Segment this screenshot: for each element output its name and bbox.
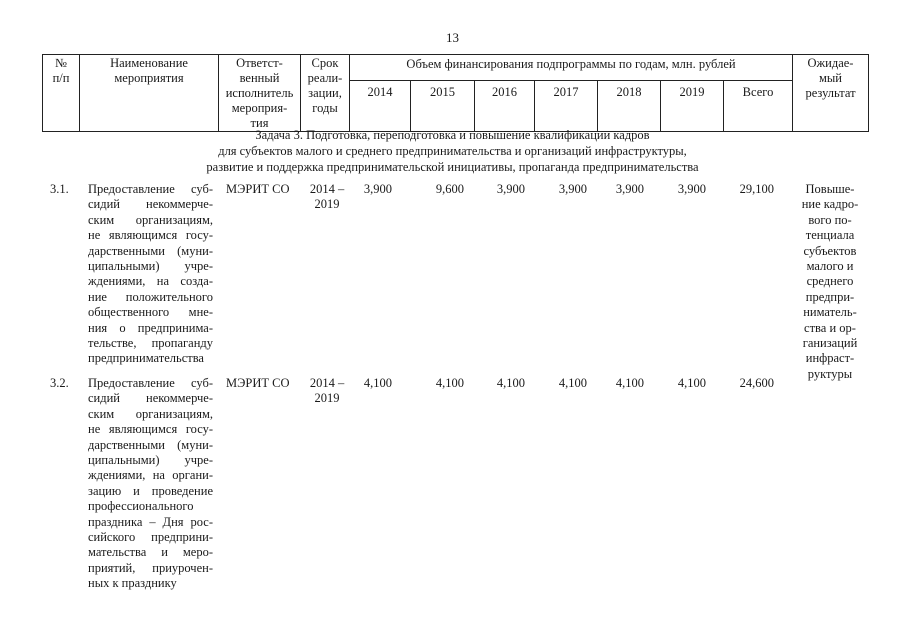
header-year: 2015	[430, 85, 455, 99]
header-year: 2017	[553, 85, 579, 99]
row-value-2014: 3,900	[363, 182, 392, 196]
row-name: Предоставление суб- сидий некоммерче- ским организациям, не являющимся госу- дарственными (муни- ципальными) учре- ждениями, на органи- зацию и проведение профессионального праздника – Дня рос- сийского предприни- мательства и меро- приятий, приурочен- ных к празднику	[88, 376, 213, 591]
header-total: Всего	[742, 85, 774, 99]
page-number: 13	[446, 30, 459, 45]
row-value-2018: 4,100	[615, 376, 644, 390]
header-col-num: № п/п	[52, 56, 70, 85]
row-value-2018: 3,900	[615, 182, 644, 196]
row-value-2017: 3,900	[558, 182, 587, 196]
header-year: 2018	[616, 85, 642, 99]
row-number: 3.2.	[50, 376, 69, 390]
task-title: Задача 3. Подготовка, переподготовка и повышение квалификации кадров для субъектов малого и среднего предпринимательства и организаций инфраструктуры, развитие и поддержка предпринимательской инициативы, пропаганда предпринимательства	[206, 128, 699, 174]
table-header	[42, 54, 869, 132]
row-value-2019: 3,900	[677, 182, 706, 196]
row-value-2019: 4,100	[677, 376, 706, 390]
row-executor: МЭРИТ СО	[226, 376, 290, 390]
row-executor: МЭРИТ СО	[226, 182, 290, 196]
row-value-2014: 4,100	[363, 376, 392, 390]
row-value-2015: 9,600	[435, 182, 464, 196]
row-name: Предоставление суб- сидий некоммерче- ским организациям, не являющимся госу- дарственными (муни- ципальными) учре- ждениями, на созда- ние положительного общественного мне- ния о предпринима- тельстве, пропаганду предпринимательства	[88, 182, 213, 366]
header-col-result: Ожидае- мый результат	[805, 56, 856, 100]
header-year: 2014	[367, 85, 393, 99]
row-value-2016: 4,100	[496, 376, 525, 390]
header-col-term: Срок реали- зации, годы	[307, 56, 343, 115]
row-value-total: 29,100	[739, 182, 774, 196]
row-value-2015: 4,100	[435, 376, 464, 390]
header-col-name: Наименование мероприятия	[110, 56, 188, 85]
header-col-executor: Ответст- венный исполнитель мероприя- тия	[225, 56, 294, 130]
row-result: Повыше- ние кадро- вого по- тенциала субъектов малого и среднего предпри- ниматель- ства и ор- ганизаций инфраст- руктуры	[801, 182, 859, 381]
row-term: 2014 – 2019	[309, 376, 345, 406]
row-term: 2014 – 2019	[309, 182, 345, 212]
header-year: 2019	[679, 85, 705, 99]
row-number: 3.1.	[50, 182, 69, 196]
row-value-total: 24,600	[739, 376, 774, 390]
header-year: 2016	[492, 85, 517, 99]
row-value-2017: 4,100	[558, 376, 587, 390]
row-value-2016: 3,900	[496, 182, 525, 196]
header-col-funding: Объем финансирования подпрограммы по годам, млн. рублей	[406, 57, 736, 71]
